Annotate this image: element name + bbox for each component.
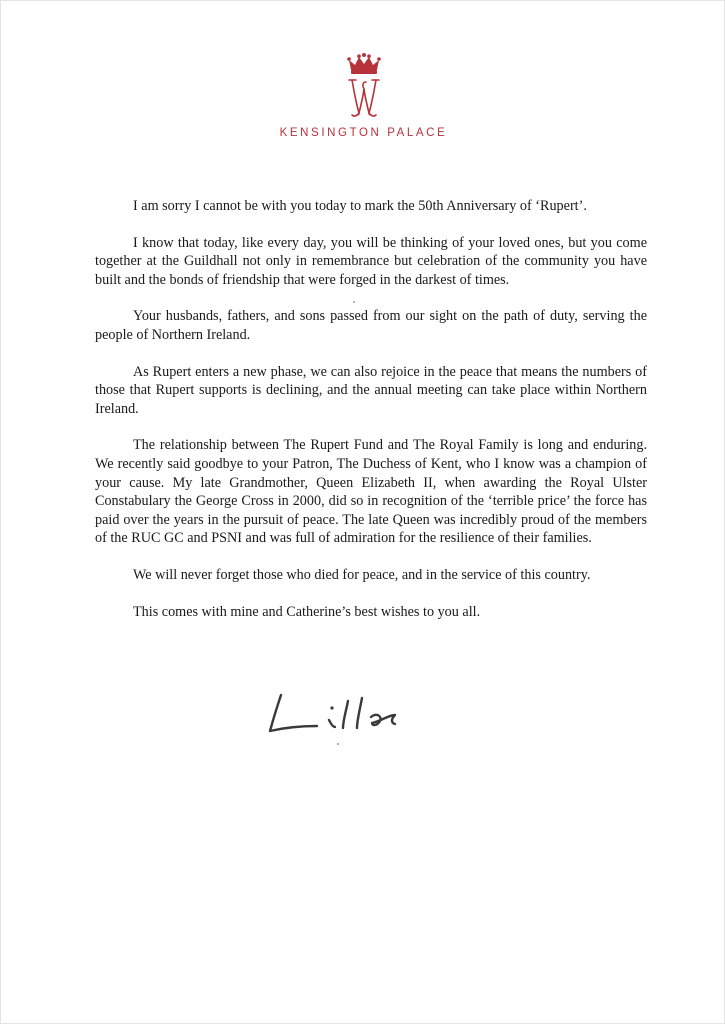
royal-cypher-w-crown-icon (342, 53, 386, 121)
paragraph-never-forget: We will never forget those who died for peace, and in the service of this country. (133, 566, 591, 583)
paragraph-duty: Your husbands, fathers, and sons passed from our sight on the path of duty, serving the people of Northern Ireland. (95, 308, 647, 343)
letter-body (95, 197, 647, 639)
handwritten-signature-icon (259, 687, 449, 749)
paragraph-new-phase: As Rupert enters a new phase, we can also rejoice in the peace that means the numbers of those that Rupert supports is declining, and the annual meeting can take place within Northern Ireland. (95, 363, 647, 417)
palace-name: KENSINGTON PALACE (279, 127, 448, 139)
letterhead (1, 53, 725, 139)
paragraph-apology: I am sorry I cannot be with you today to mark the 50th Anniversary of ‘Rupert’. (133, 198, 587, 214)
paragraph-best-wishes: This comes with mine and Catherine’s best wishes to you all. (133, 603, 481, 620)
scan-speck (337, 743, 339, 745)
scan-speck (353, 301, 355, 303)
paragraph-remembrance: I know that today, like every day, you will be thinking of your loved ones, but you come together at the Guildhall not only in remembrance but celebration of the community you have built and the bonds of friendship that were forged in the darkest of times. (95, 234, 647, 288)
paragraph-royal-relationship: The relationship between The Rupert Fund and The Royal Family is long and enduring. We recently said goodbye to your Patron, The Duchess of Kent, who I know was a champion of your cause. My late Grandmother, Queen Elizabeth II, when awarding the Royal Ulster Constabulary the George Cross in 2000, did so in recognition of the ‘terrible price’ the force has paid over the years in the pursuit of peace. The late Queen was incredibly proud of the members of the RUC GC and PSNI and was full of admiration for the resilience of their families. (95, 437, 647, 547)
